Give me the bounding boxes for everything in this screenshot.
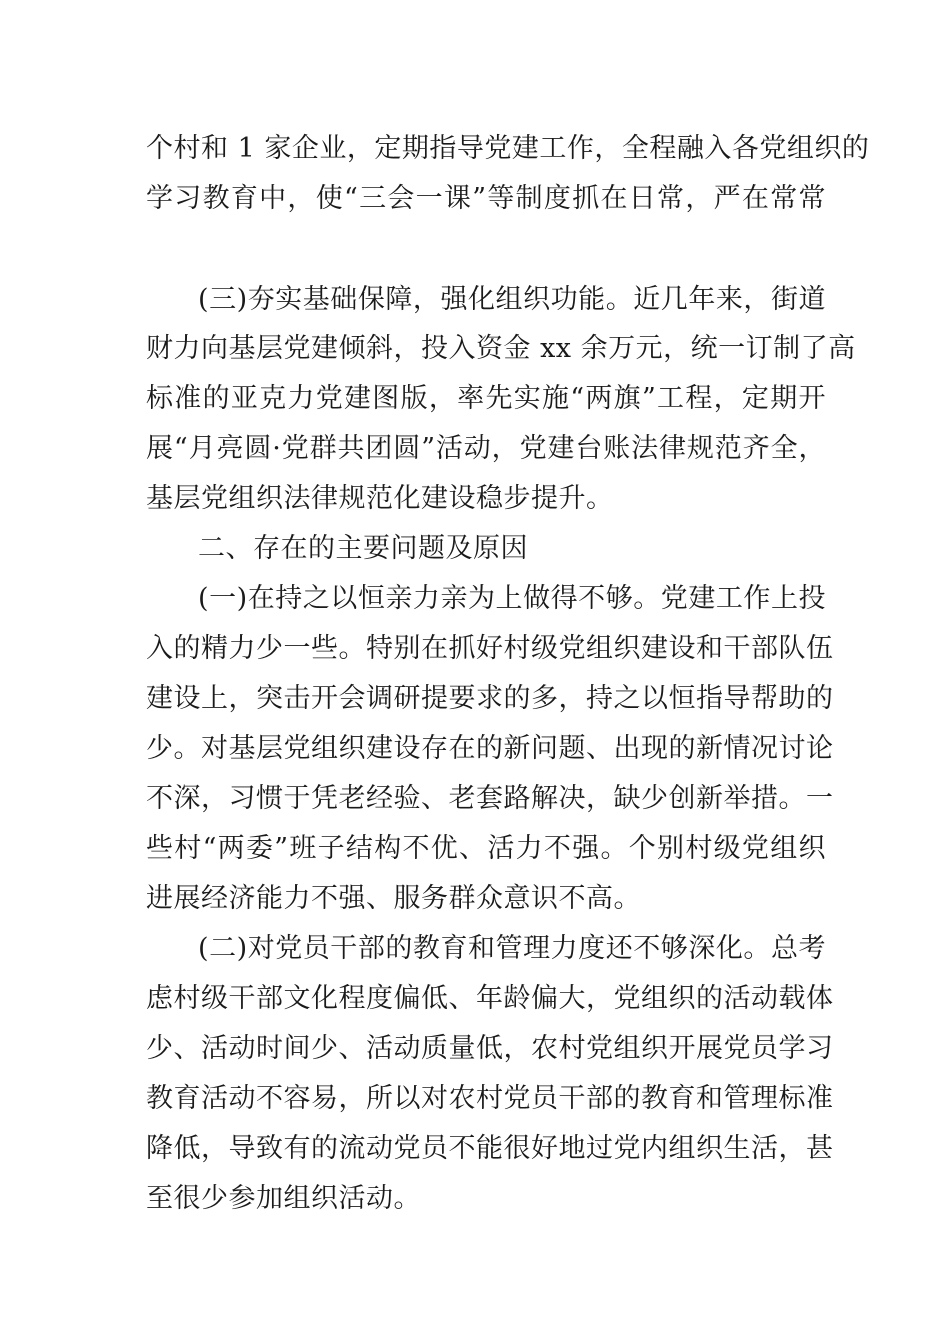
text-line: 不深，习惯于凭老经验、老套路解决，缺少创新举措。一: [146, 783, 834, 814]
text-line: 至很少参加组织活动。: [146, 1183, 421, 1214]
text-line: 降低，导致有的流动党员不能很好地过党内组织生活，甚: [146, 1133, 834, 1164]
text-line: 进展经济能力不强、服务群众意识不高。: [146, 883, 641, 914]
subsection-2-heading-line: (二)对党员干部的教育和管理力度还不够深化。总考: [198, 933, 826, 964]
text-line: 个村和 1 家企业，定期指导党建工作，全程融入各党组织的: [146, 133, 870, 164]
text-line: 学习教育中，使“三会一课”等制度抓在日常，严在常常: [146, 183, 826, 214]
text-line: 少。对基层党组织建设存在的新问题、出现的新情况讨论: [146, 733, 834, 764]
text-line: 教育活动不容易，所以对农村党员干部的教育和管理标准: [146, 1083, 834, 1114]
text-line: 些村“两委”班子结构不优、活力不强。个别村级党组织: [146, 833, 826, 864]
subsection-1-heading-line: (一)在持之以恒亲力亲为上做得不够。党建工作上投: [198, 583, 826, 614]
text-line: 标准的亚克力党建图版，率先实施“两旗”工程，定期开: [146, 383, 826, 414]
section-3-heading-line: (三)夯实基础保障，强化组织功能。近几年来，街道: [198, 284, 826, 315]
text-line: 财力向基层党建倾斜，投入资金 xx 余万元，统一订制了高: [146, 333, 856, 364]
text-line: 少、活动时间少、活动质量低，农村党组织开展党员学习: [146, 1033, 834, 1064]
text-line: 展“月亮圆·党群共团圆”活动，党建台账法律规范齐全，: [146, 433, 826, 464]
text-line: 虑村级干部文化程度偏低、年龄偏大，党组织的活动载体: [146, 983, 834, 1014]
section-heading: 二、存在的主要问题及原因: [198, 533, 528, 564]
text-line: 基层党组织法律规范化建设稳步提升。: [146, 483, 614, 514]
text-line: 建设上，突击开会调研提要求的多，持之以恒指导帮助的: [146, 683, 834, 714]
text-line: 入的精力少一些。特别在抓好村级党组织建设和干部队伍: [146, 633, 834, 664]
